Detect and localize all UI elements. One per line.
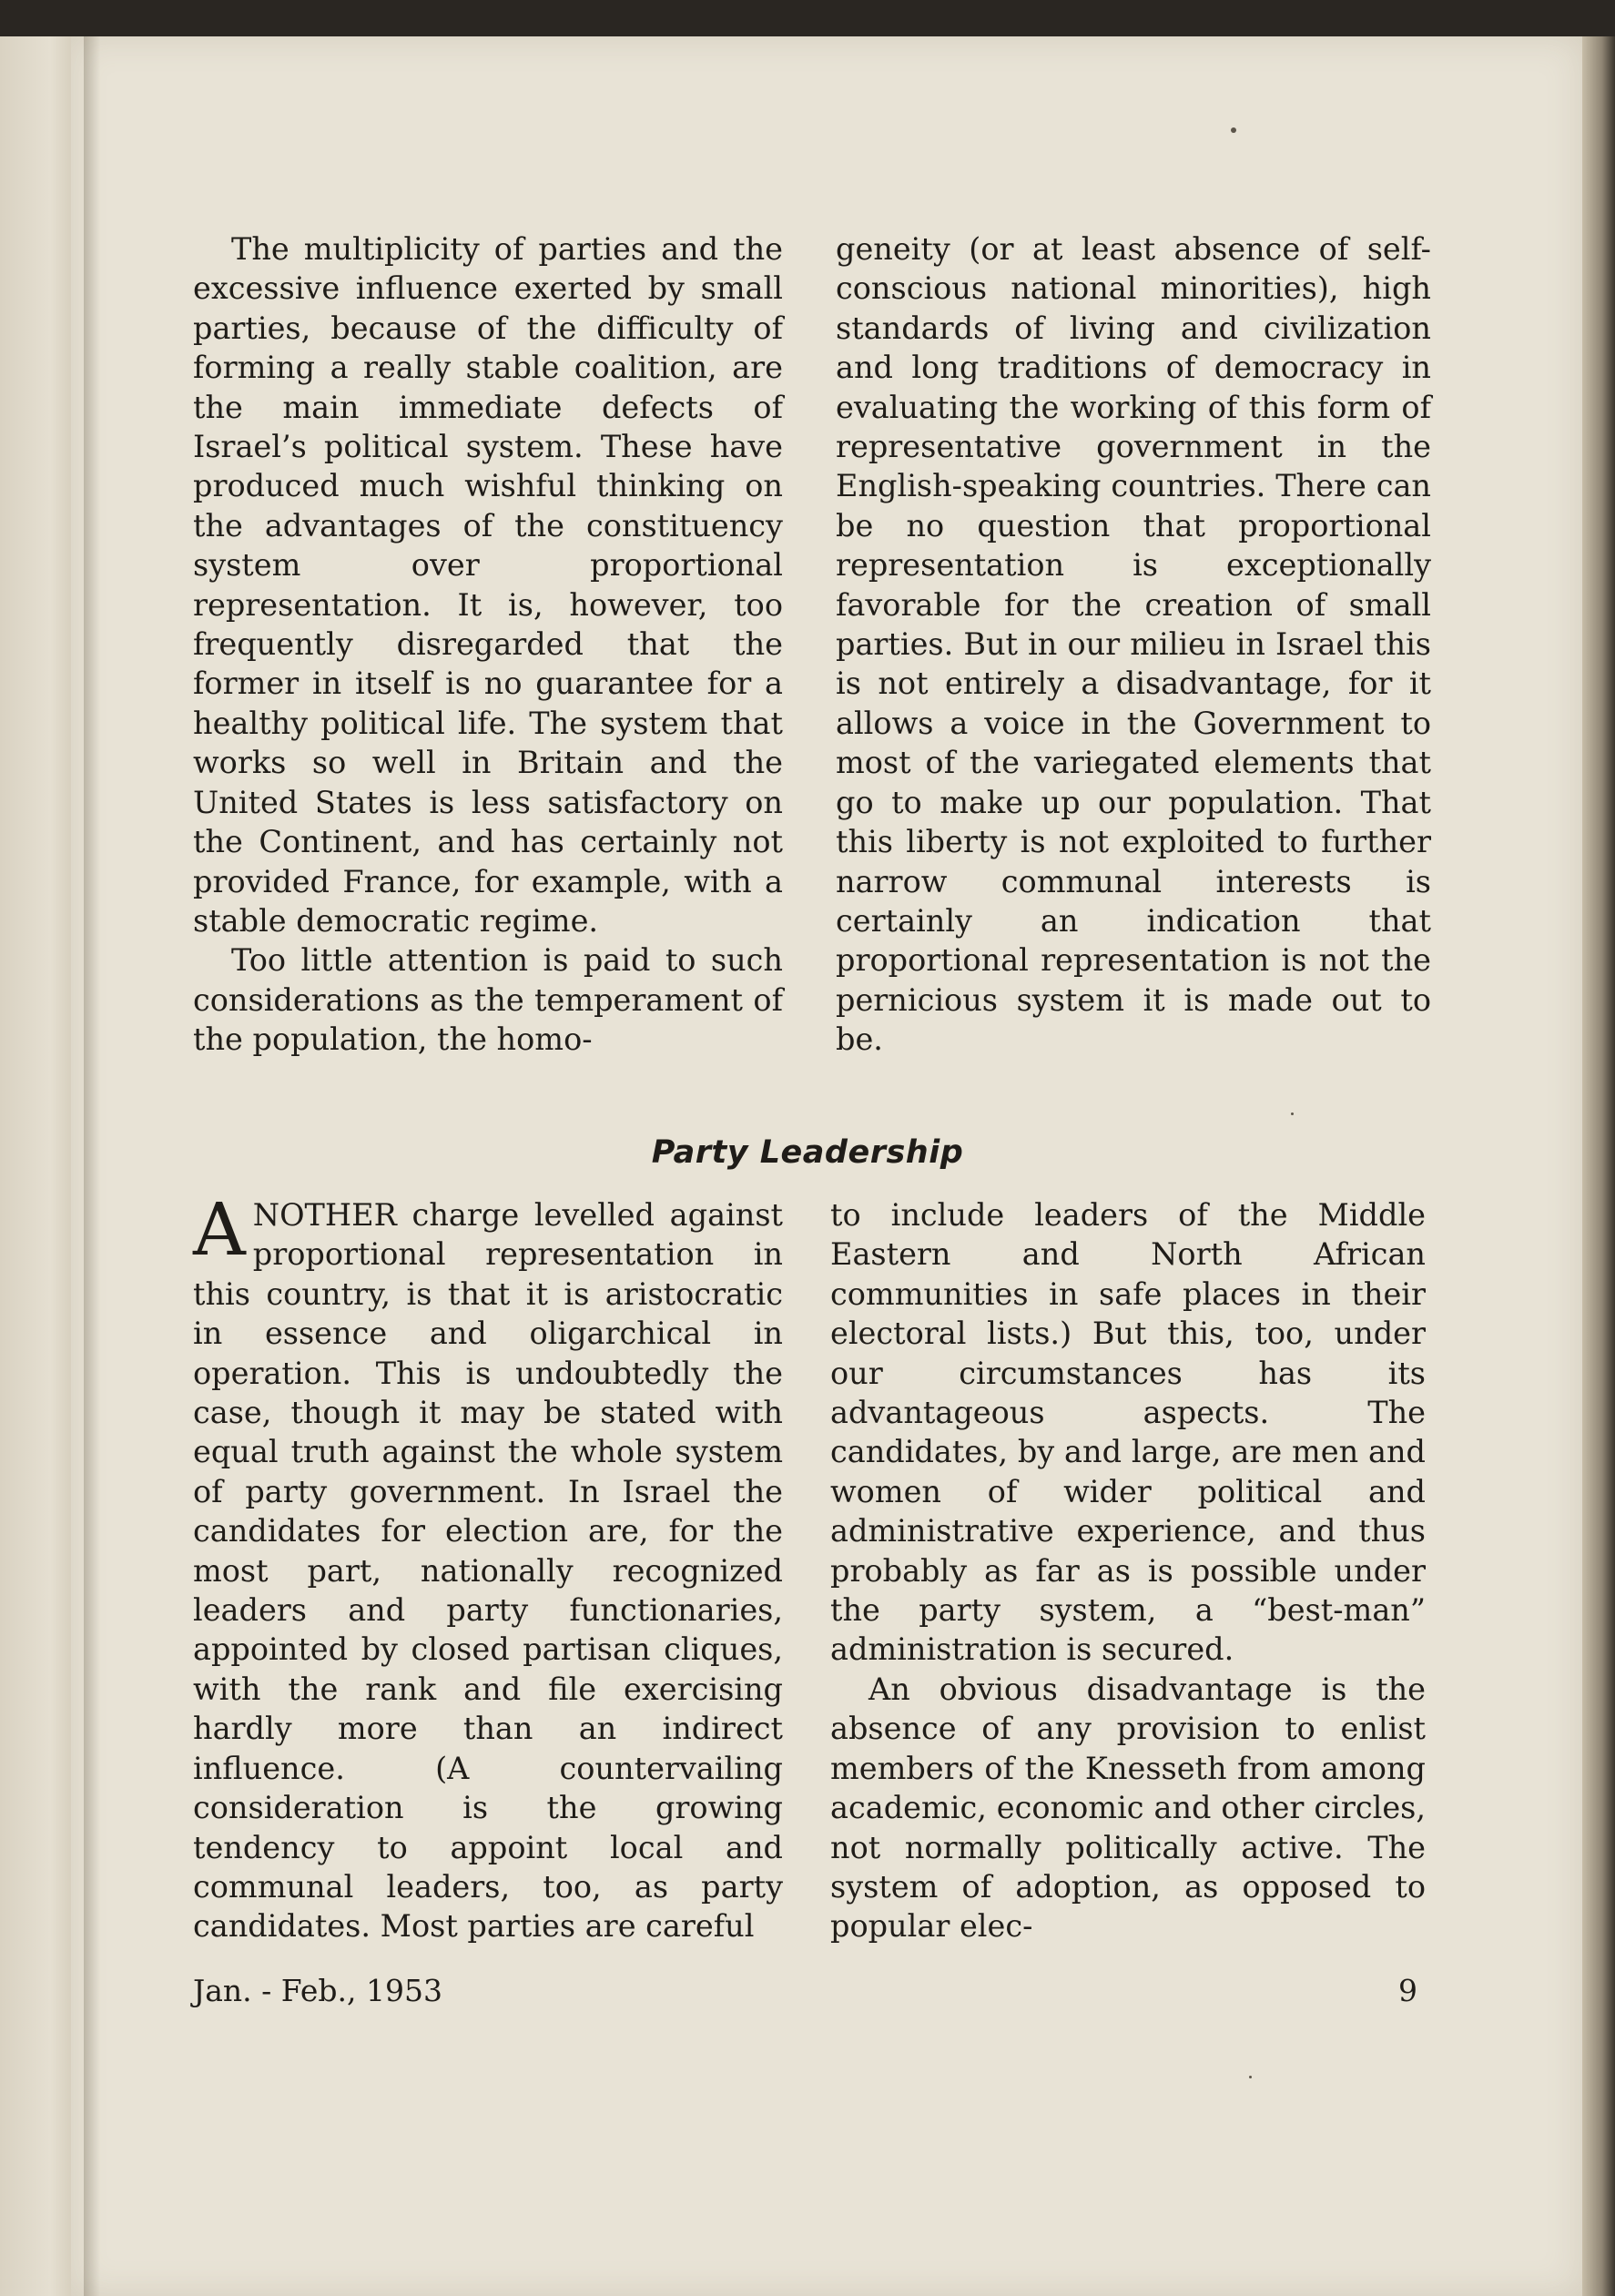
- page-number: 9: [1398, 1973, 1417, 2008]
- body-paragraph-text: NOTHER charge levelled against proportional representation in this country, is that it is aristocratic in essence and oligarchical in operation. This is undoubtedly the case, though it may be stated with equal truth against the whole system of party government. In Israel the candidates for election are, for the most part, nationally recognized leaders and party functionaries, appointed by closed partisan cliques, with the rank and file exercising hardly more than an indirect influence. (A countervailing consideration is the growing tendency to appoint local and communal leaders, too, as party candidates. Most parties are careful: [193, 1197, 783, 1945]
- drop-cap: A: [193, 1187, 246, 1272]
- body-paragraph: [193, 1187, 783, 1946]
- body-paragraph: An obvious disadvantage is the absence of any provision to enlist members of the Knesseth from among academic, economic and other circles, not normally politically active. The system of adoption, as opposed to popular elec-: [830, 1671, 1426, 1945]
- intro-right-column: [836, 229, 1431, 1060]
- section-left-column: [193, 1187, 783, 1946]
- body-paragraph: to include leaders of the Middle Eastern and North African communities in safe places in their electoral lists.) But this, too, under our circumstances has its advantageous aspects. The candidates, by and large, are men and women of wider political and administrative experience, and thus probably as far as is possible under the party system, a “best-man” administration is secured.: [830, 1197, 1426, 1668]
- paper-speck: [1231, 127, 1236, 133]
- section-right-column: [830, 1195, 1426, 1946]
- paper-speck: [1249, 2076, 1252, 2078]
- body-paragraph: Too little attention is paid to such considerations as the temperament of the population, the homo-: [193, 942, 783, 1058]
- intro-left-column: [193, 229, 783, 1060]
- issue-date: Jan. - Feb., 1953: [193, 1973, 442, 2008]
- section-heading: Party Leadership: [651, 1134, 964, 1171]
- body-paragraph: geneity (or at least absence of self-conscious national minorities), high standards of living and civilization and long traditions of democracy in evaluating the working of this form of representative government in the English-speaking countries. There can be no question that proportional representation is exceptionally favorable for the creation of small parties. But in our milieu in Israel this is not entirely a disadvantage, for it allows a voice in the Government to most of the variegated elements that go to make up our population. That this liberty is not exploited to further narrow communal interests is certainly an indication that proportional representation is not the pernicious system it is made out to be.: [836, 231, 1431, 1058]
- body-paragraph: The multiplicity of parties and the excessive influence exerted by small parties, because of the difficulty of forming a really stable coalition, are the main immediate defects of Israel’s political system. These have produced much wishful thinking on the advantages of the constituency system over proportional representation. It is, however, too frequently disregarded that the former in itself is no guarantee for a healthy political life. The system that works so well in Britain and the United States is less satisfactory on the Continent, and has certainly not provided France, for example, with a stable democratic regime.: [193, 231, 783, 939]
- paper-speck: [1291, 1112, 1294, 1115]
